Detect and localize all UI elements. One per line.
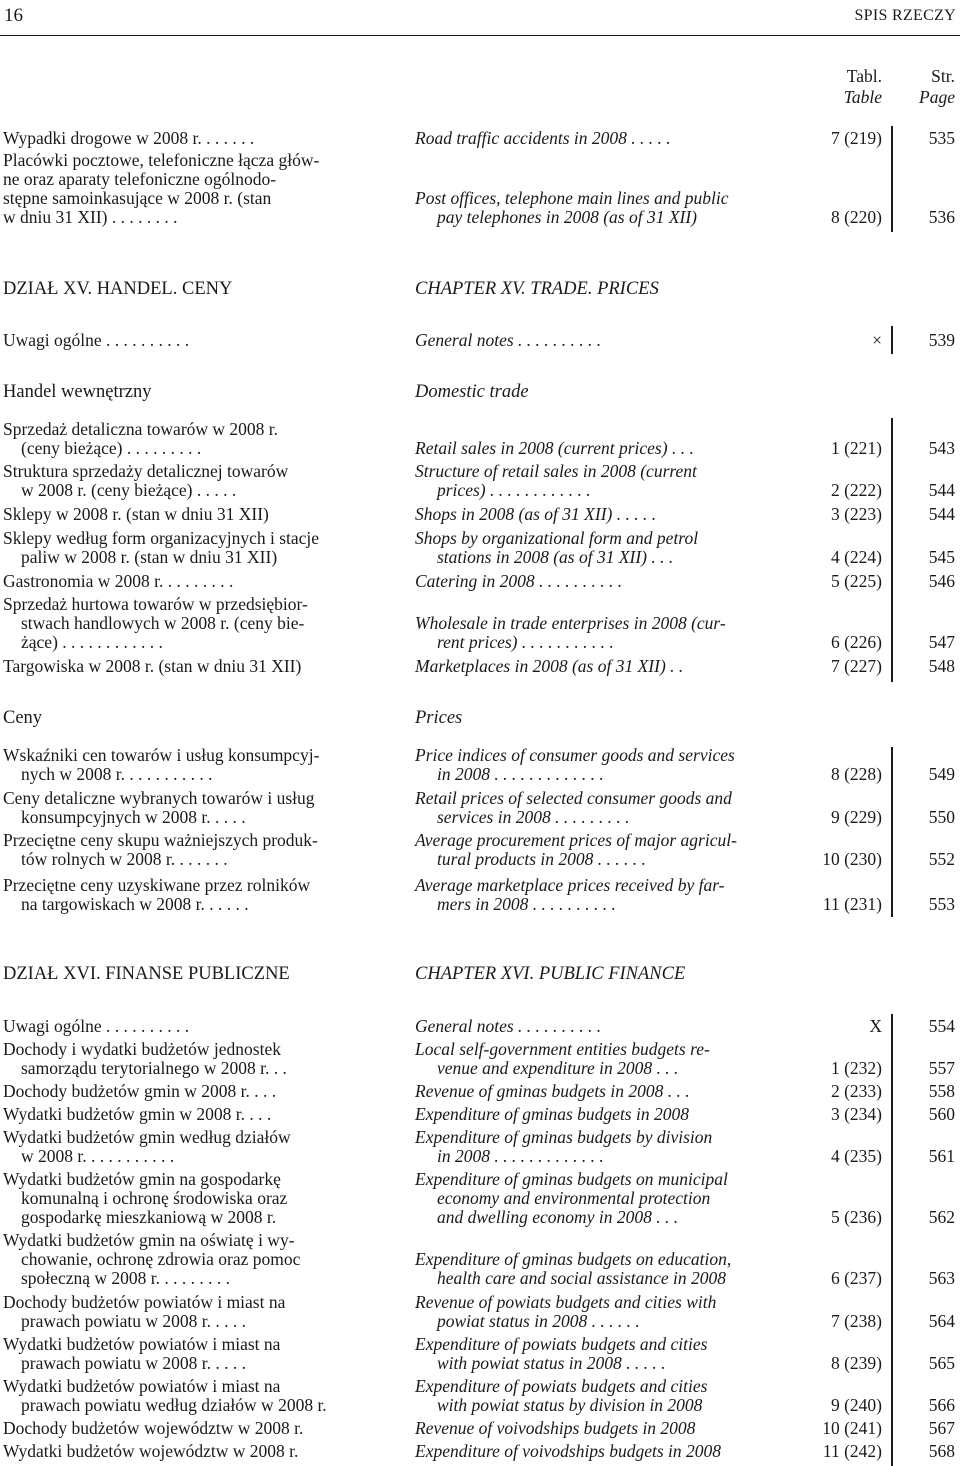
toc-entry-en: with powiat status in 2008 . . . . . — [437, 1353, 666, 1373]
toc-entry-pl: Sklepy według form organizacyjnych i stacje — [3, 528, 320, 548]
column-separator — [891, 1014, 893, 1466]
toc-entry-pl: Wypadki drogowe w 2008 r. . . . . . . — [3, 128, 255, 148]
table-number: 7 (238) — [830, 1311, 882, 1331]
toc-entry-en: Average procurement prices of major agricul- — [415, 830, 737, 850]
column-separator — [891, 126, 893, 232]
table-number: 7 (227) — [830, 656, 882, 676]
toc-entry-en: Expenditure of gminas budgets by division — [415, 1127, 713, 1147]
page-ref: 568 — [928, 1441, 955, 1461]
toc-entry-en: Price indices of consumer goods and services — [415, 745, 735, 765]
toc-entry-pl: gospodarkę mieszkaniową w 2008 r. — [21, 1207, 277, 1227]
toc-entry-en: Wholesale in trade enterprises in 2008 (cur- — [415, 613, 726, 633]
toc-entry-pl: paliw w 2008 r. (stan w dniu 31 XII) — [21, 547, 278, 567]
page-number: 16 — [4, 5, 23, 26]
toc-entry-pl: Ceny detaliczne wybranych towarów i usług — [3, 788, 315, 808]
page-ref: 535 — [928, 128, 955, 148]
page-ref: 539 — [928, 330, 955, 350]
header-rule — [0, 35, 960, 36]
toc-entry-pl: konsumpcyjnych w 2008 r. . . . . — [21, 807, 246, 827]
toc-entry-en: Retail prices of selected consumer goods and — [415, 788, 732, 808]
toc-entry-en: Structure of retail sales in 2008 (current — [415, 461, 697, 481]
toc-entry-pl: Wskaźniki cen towarów i usług konsumpcyj- — [3, 745, 320, 765]
toc-entry-pl: Wydatki budżetów gmin na gospodarkę — [3, 1169, 281, 1189]
toc-entry-pl: prawach powiatu w 2008 r. . . . . — [21, 1311, 247, 1331]
toc-entry-en: Average marketplace prices received by far- — [415, 875, 725, 895]
page-ref: 546 — [928, 571, 955, 591]
toc-entry-en: Expenditure of powiats budgets and cities — [415, 1334, 708, 1354]
table-number: 10 (241) — [822, 1418, 882, 1438]
column-separator — [891, 326, 893, 354]
toc-entry-en: with powiat status by division in 2008 — [437, 1395, 703, 1415]
toc-entry-pl: w dniu 31 XII) . . . . . . . . — [3, 207, 178, 227]
toc-entry-pl: Gastronomia w 2008 r. . . . . . . . . — [3, 571, 234, 591]
toc-entry-pl: Sprzedaż hurtowa towarów w przedsiębior- — [3, 594, 308, 614]
toc-entry-en: prices) . . . . . . . . . . . . — [437, 480, 591, 500]
table-number: 8 (239) — [830, 1353, 882, 1373]
toc-entry-pl: Wydatki budżetów gmin w 2008 r. . . . — [3, 1104, 272, 1124]
page-ref: 544 — [928, 480, 955, 500]
page-ref: 547 — [928, 632, 955, 652]
toc-entry-pl: samorządu terytorialnego w 2008 r. . . — [21, 1058, 287, 1078]
col-header-page-en: Page — [919, 87, 955, 107]
toc-entry-en: economy and environmental protection — [437, 1188, 711, 1208]
toc-entry-en: stations in 2008 (as of 31 XII) . . . — [437, 547, 674, 567]
toc-entry-en: Expenditure of powiats budgets and cities — [415, 1376, 708, 1396]
page-ref: 562 — [928, 1207, 955, 1227]
running-title: SPIS RZECZY — [854, 7, 956, 24]
toc-entry-pl: (ceny bieżące) . . . . . . . . . — [21, 438, 202, 458]
page-ref: 560 — [928, 1104, 955, 1124]
toc-entry-pl: w 2008 r. . . . . . . . . . . — [21, 1146, 175, 1166]
chapter-heading-pl: DZIAŁ XVI. FINANSE PUBLICZNE — [3, 964, 290, 984]
toc-entry-pl: Targowiska w 2008 r. (stan w dniu 31 XII) — [3, 656, 302, 676]
toc-entry-en: Marketplaces in 2008 (as of 31 XII) . . — [415, 656, 684, 676]
table-number: 9 (240) — [830, 1395, 882, 1415]
chapter-heading-pl: DZIAŁ XV. HANDEL. CENY — [3, 279, 233, 299]
table-number: 1 (232) — [830, 1058, 882, 1078]
toc-entry-en: services in 2008 . . . . . . . . . — [437, 807, 630, 827]
toc-entry-en: and dwelling economy in 2008 . . . — [437, 1207, 679, 1227]
toc-entry-pl: stwach handlowych w 2008 r. (ceny bie- — [21, 613, 305, 633]
page-ref: 557 — [928, 1058, 955, 1078]
toc-entry-pl: prawach powiatu według działów w 2008 r. — [21, 1395, 327, 1415]
page-ref: 545 — [928, 547, 955, 567]
table-number: 5 (225) — [830, 571, 882, 591]
table-number: X — [869, 1016, 882, 1036]
page-ref: 548 — [928, 656, 955, 676]
toc-entry-pl: prawach powiatu w 2008 r. . . . . — [21, 1353, 247, 1373]
toc-entry-pl: tów rolnych w 2008 r. . . . . . . — [21, 849, 228, 869]
table-number: 8 (228) — [830, 764, 882, 784]
page-ref: 558 — [928, 1081, 955, 1101]
toc-entry-en: pay telephones in 2008 (as of 31 XII) — [437, 207, 698, 227]
toc-entry-pl: Sklepy w 2008 r. (stan w dniu 31 XII) — [3, 504, 269, 524]
toc-entry-pl: Wydatki budżetów gmin według działów — [3, 1127, 291, 1147]
toc-entry-pl: komunalną i ochronę środowiska oraz — [21, 1188, 288, 1208]
page-ref: 566 — [928, 1395, 955, 1415]
toc-entry-pl: Uwagi ogólne . . . . . . . . . . — [3, 330, 190, 350]
toc-entry-pl: w 2008 r. (ceny bieżące) . . . . . — [21, 480, 237, 500]
toc-entry-pl: żące) . . . . . . . . . . . . — [21, 632, 163, 652]
page-ref: 543 — [928, 438, 955, 458]
toc-entry-en: Retail sales in 2008 (current prices) . . . — [415, 438, 694, 458]
toc-entry-en: General notes . . . . . . . . . . — [415, 330, 602, 350]
page-ref: 563 — [928, 1268, 955, 1288]
table-number: 2 (233) — [830, 1081, 882, 1101]
page-ref: 550 — [928, 807, 955, 827]
toc-entry-en: Shops by organizational form and petrol — [415, 528, 699, 548]
page-ref: 544 — [928, 504, 955, 524]
table-number: 2 (222) — [830, 480, 882, 500]
toc-entry-pl: Wydatki budżetów gmin na oświatę i wy- — [3, 1230, 295, 1250]
subsection-heading-en: Domestic trade — [415, 382, 529, 402]
toc-entry-pl: Uwagi ogólne . . . . . . . . . . — [3, 1016, 190, 1036]
toc-entry-pl: Dochody budżetów powiatów i miast na — [3, 1292, 286, 1312]
col-header-page-pl: Str. — [931, 66, 955, 86]
chapter-heading-en: CHAPTER XVI. PUBLIC FINANCE — [415, 964, 686, 984]
subsection-heading-en: Prices — [415, 708, 463, 728]
toc-entry-en: Expenditure of voivodships budgets in 2008 — [415, 1441, 722, 1461]
table-number: 4 (235) — [830, 1146, 882, 1166]
column-separator — [891, 747, 893, 917]
table-number: 7 (219) — [830, 128, 882, 148]
table-number: 5 (236) — [830, 1207, 882, 1227]
toc-entry-en: Revenue of gminas budgets in 2008 . . . — [415, 1081, 690, 1101]
col-header-table-en: Table — [843, 87, 882, 107]
toc-entry-en: rent prices) . . . . . . . . . . . — [437, 632, 614, 652]
toc-entry-pl: Wydatki budżetów powiatów i miast na — [3, 1376, 281, 1396]
toc-entry-pl: ne oraz aparaty telefoniczne ogólnodo- — [3, 169, 277, 189]
toc-entry-en: Expenditure of gminas budgets in 2008 — [415, 1104, 689, 1124]
toc-entry-pl: społeczną w 2008 r. . . . . . . . . — [21, 1268, 230, 1288]
table-number: 6 (237) — [830, 1268, 882, 1288]
toc-entry-pl: stępne samoinkasujące w 2008 r. (stan — [3, 188, 272, 208]
toc-entry-en: Expenditure of gminas budgets on education, — [415, 1249, 732, 1269]
toc-entry-en: Post offices, telephone main lines and public — [415, 188, 729, 208]
toc-entry-en: Local self-government entities budgets re- — [415, 1039, 710, 1059]
subsection-heading-pl: Ceny — [3, 708, 43, 728]
toc-entry-pl: Dochody budżetów gmin w 2008 r. . . . — [3, 1081, 277, 1101]
table-number: 1 (221) — [830, 438, 882, 458]
toc-entry-pl: nych w 2008 r. . . . . . . . . . . — [21, 764, 213, 784]
toc-entry-en: in 2008 . . . . . . . . . . . . . — [437, 1146, 604, 1166]
page-ref: 553 — [928, 894, 955, 914]
table-number: 10 (230) — [822, 849, 882, 869]
table-number: 6 (226) — [830, 632, 882, 652]
subsection-heading-pl: Handel wewnętrzny — [3, 382, 152, 402]
page-ref: 536 — [928, 207, 955, 227]
toc-entry-en: Road traffic accidents in 2008 . . . . . — [415, 128, 671, 148]
table-number: 8 (220) — [830, 207, 882, 227]
toc-entry-pl: na targowiskach w 2008 r. . . . . . — [21, 894, 249, 914]
table-number: 3 (234) — [830, 1104, 882, 1124]
page-ref: 565 — [928, 1353, 955, 1373]
table-number: 9 (229) — [830, 807, 882, 827]
toc-entry-en: health care and social assistance in 2008 — [437, 1268, 727, 1288]
page-ref: 549 — [928, 764, 955, 784]
toc-entry-en: mers in 2008 . . . . . . . . . . — [437, 894, 616, 914]
toc-entry-en: venue and expenditure in 2008 . . . — [437, 1058, 679, 1078]
toc-entry-pl: Wydatki budżetów powiatów i miast na — [3, 1334, 281, 1354]
page-ref: 564 — [928, 1311, 955, 1331]
toc-entry-en: Revenue of voivodships budgets in 2008 — [415, 1418, 696, 1438]
toc-entry-en: in 2008 . . . . . . . . . . . . . — [437, 764, 604, 784]
toc-entry-en: General notes . . . . . . . . . . — [415, 1016, 602, 1036]
table-number: × — [872, 330, 882, 350]
table-number: 3 (223) — [830, 504, 882, 524]
toc-entry-en: Expenditure of gminas budgets on municipal — [415, 1169, 728, 1189]
toc-entry-pl: Sprzedaż detaliczna towarów w 2008 r. — [3, 419, 279, 439]
toc-entry-pl: Wydatki budżetów województw w 2008 r. — [3, 1441, 299, 1461]
toc-entry-pl: Placówki pocztowe, telefoniczne łącza głów- — [3, 150, 320, 170]
toc-entry-pl: Dochody i wydatki budżetów jednostek — [3, 1039, 282, 1059]
table-number: 4 (224) — [830, 547, 882, 567]
chapter-heading-en: CHAPTER XV. TRADE. PRICES — [415, 279, 659, 299]
toc-entry-pl: Struktura sprzedaży detalicznej towarów — [3, 461, 289, 481]
page-ref: 552 — [928, 849, 955, 869]
toc-entry-en: tural products in 2008 . . . . . . — [437, 849, 646, 869]
page-ref: 561 — [928, 1146, 955, 1166]
toc-entry-pl: Dochody budżetów województw w 2008 r. — [3, 1418, 304, 1438]
toc-entry-en: powiat status in 2008 . . . . . . — [437, 1311, 640, 1331]
page-ref: 567 — [928, 1418, 955, 1438]
toc-entry-en: Revenue of powiats budgets and cities with — [415, 1292, 717, 1312]
toc-entry-en: Shops in 2008 (as of 31 XII) . . . . . — [415, 504, 657, 524]
table-number: 11 (231) — [822, 894, 882, 914]
toc-entry-pl: Przeciętne ceny uzyskiwane przez rolników — [3, 875, 311, 895]
column-separator — [891, 418, 893, 682]
table-number: 11 (242) — [822, 1441, 882, 1461]
col-header-table-pl: Tabl. — [846, 66, 882, 86]
page-ref: 554 — [928, 1016, 955, 1036]
toc-entry-en: Catering in 2008 . . . . . . . . . . — [415, 571, 623, 591]
toc-entry-pl: chowanie, ochronę zdrowia oraz pomoc — [21, 1249, 301, 1269]
toc-entry-pl: Przeciętne ceny skupu ważniejszych produk- — [3, 830, 318, 850]
